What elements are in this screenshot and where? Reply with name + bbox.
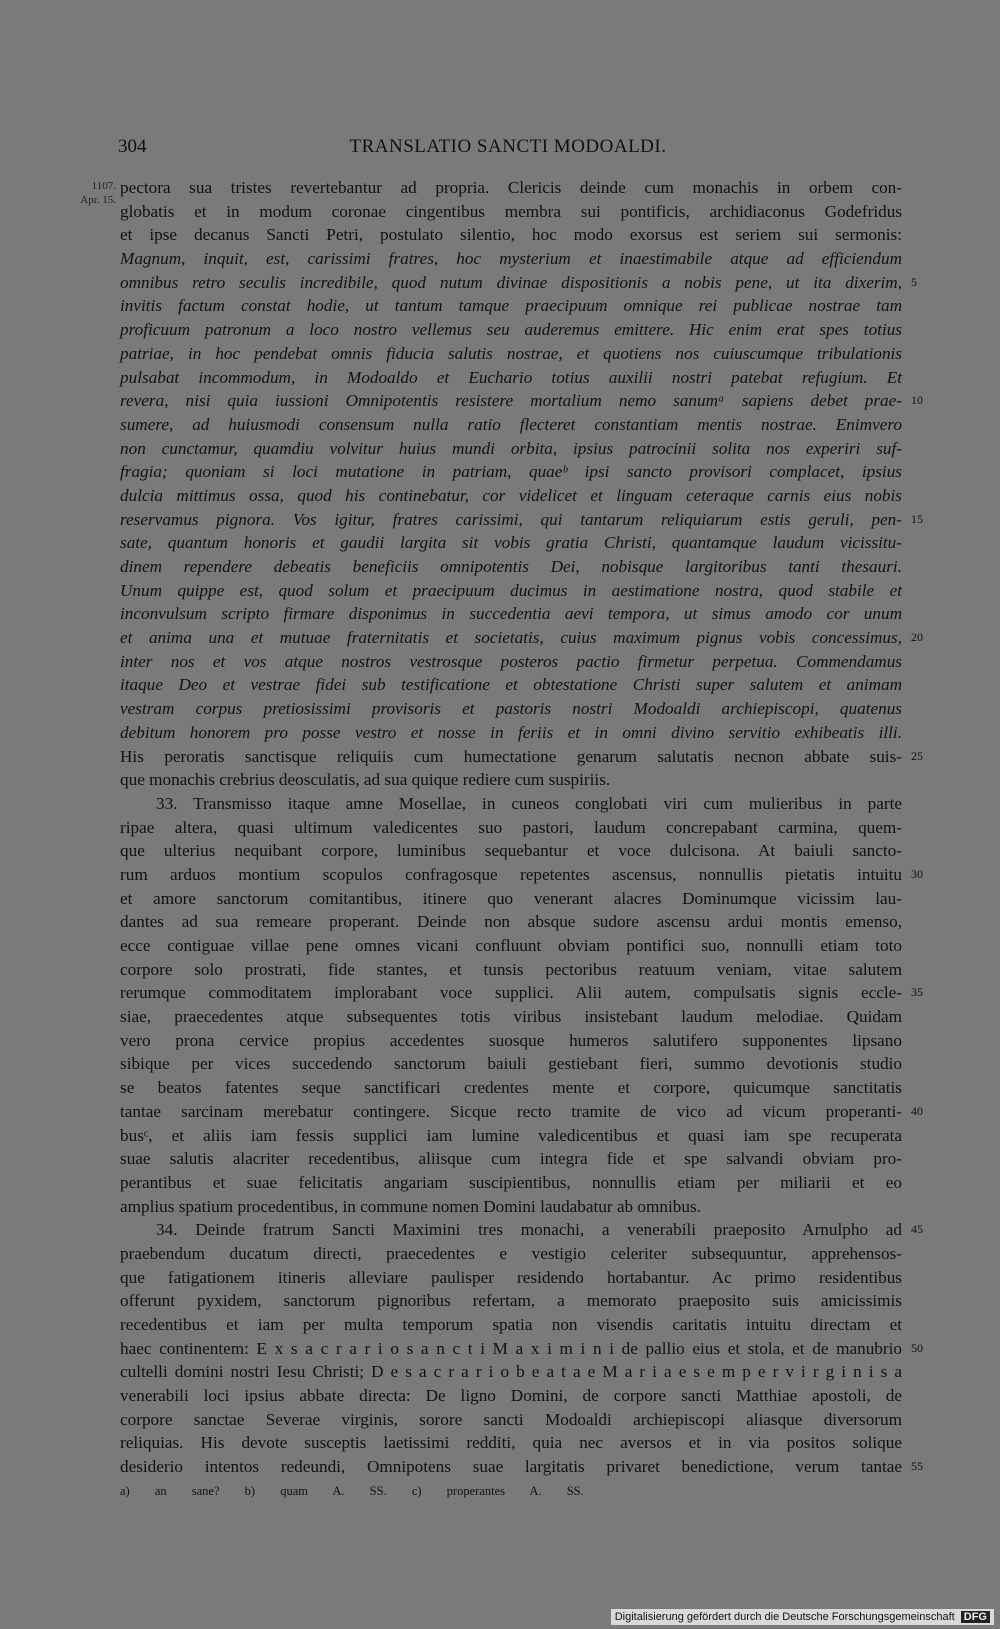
line-text: sumere, ad huiusmodi consensum nulla ratio flecteret constantiam mentis nostrae. Enimvero [120,414,902,434]
text-line [120,437,902,461]
text-line [120,887,902,911]
line-text: ripae altera, quasi ultimum valedicentes suo pastori, laudum concrepabant carmina, quem- [120,817,902,837]
text-line [120,768,902,792]
text-line [120,579,902,603]
text-line [120,1029,902,1053]
line-text: se beatos fatentes seque sanctificari credentes mente et corpore, quicumque sanctitatis [120,1078,902,1098]
text-line [120,602,902,626]
text-line [120,223,902,247]
line-text: que monachis crebrius deosculatis, ad sua quique rediere cum suspiriis. [120,770,611,790]
text-line [120,1218,923,1242]
text-line [120,1455,923,1479]
line-text: globatis et in modum coronae cingentibus membra sui pontificis, archidiaconus Godefridus [120,201,902,221]
margin-day: Apr. 15. [80,194,116,206]
line-text: vestram corpus pretiosissimi provisoris et pastoris nostri Modoaldi archiepiscopi, quatenus [120,699,902,719]
line-number: 20 [911,630,923,645]
line-text: tantae sarcinam merebatur contingere. Sicque recto tramite de vico ad vicum properanti- [120,1101,902,1121]
line-text: recedentibus et iam per multa temporum spatia non visendis caritatis intuitu directam et [120,1315,902,1334]
line-text: que fatigationem itineris alleviare paulisper residendo hortabantur. Ac primo residentibus [120,1267,902,1287]
text-line [120,342,902,366]
line-text: sate, quantum honoris et gaudii largita sit vobis gratia Christi, quantamque laudum vicissitu- [120,533,902,553]
line-text: sibique per vices succedendo sanctorum baiuli gestiebant fieri, summo devotionis studio [120,1054,902,1074]
running-title: TRANSLATIO SANCTI MODOALDI. [349,136,667,157]
text-line [120,934,902,958]
margin-year: 1107. [91,180,116,192]
line-text: 34. Deinde fratrum Sancti Maximini tres monachi, a venerabili praeposito Arnulpho ad [156,1220,902,1240]
text-line [120,1266,902,1290]
text-line [120,1100,923,1124]
footnote-a: a) an sane? [120,1484,220,1498]
line-text: pulsabat incommodum, in Modoaldo et Euchario totius auxilii nostri patebat refugium. Et [120,367,902,387]
text-line [120,1360,902,1384]
text-line [120,508,923,532]
footnotes [120,1484,820,1499]
text-line [120,1124,902,1148]
page-header [118,136,898,160]
text-line [120,697,902,721]
line-text: offerunt pyxidem, sanctorum pignoribus refertam, a memorato praeposito suis amicissimis [120,1291,902,1311]
line-text: siae, praecedentes atque subsequentes totis viribus insistebant laudum melodiae. Quidam [120,1007,902,1027]
line-number: 10 [911,393,923,408]
line-text: reliquias. His devote susceptis laetissimi redditi, quia nec aversos et in via positos solique [120,1433,902,1453]
line-text: et anima una et mutuae fraternitatis et societatis, cuius maximum pignus vobis concessimus, [120,628,902,648]
line-text: omnibus retro seculis incredibile, quod nutum divinae dispositionis a nobis pene, ut ita dixerim, [120,272,902,292]
line-text: fragia; quoniam si loci mutatione in patriam, quaeᵇ ipsi sancto provisori complacet, ipsius [120,462,902,482]
line-text: et ipse decanus Sancti Petri, postulato silentio, hoc modo exorsus est seriem sui sermonis: [120,225,902,245]
line-text: Magnum, inquit, est, carissimi fratres, hoc mysterium et inaestimabile atque ad efficiendum [120,249,902,269]
text-line [120,176,902,200]
text-line [120,863,923,887]
text-line [120,839,902,863]
line-text: pectora sua tristes revertebantur ad propria. Clericis deinde cum monachis in orbem con- [120,178,902,197]
margin-date [58,179,116,207]
line-text: revera, nisi quia iussioni Omnipotentis resistere mortalium nemo sanumᵃ sapiens debet prae- [120,391,902,411]
line-number: 40 [911,1103,923,1118]
text-line [120,958,902,982]
line-text: dinem rependere debeatis beneficiis omnipotentis Dei, nobisque largitoribus tanti thesauri. [120,557,902,576]
text-line [120,1313,902,1337]
text-line [120,1076,902,1100]
line-number: 25 [911,748,923,763]
line-text: corpore sanctae Severae virginis, sorore sancti Modoaldi archiepiscopi aliasque diversorum [120,1409,902,1429]
text-line [120,531,902,555]
line-text: suae salutis alacriter recedentibus, aliisque cum integra fide et spe salvandi obviam pro- [120,1149,902,1169]
line-text: busᶜ, et aliis iam fessis supplici iam lumine valedicentibus et quasi iam spe recuperata [120,1125,902,1145]
text-line [120,626,923,650]
text-line [120,981,923,1005]
line-text: non cunctamur, quamdiu volvitur huius mundi orbita, ipsius patrocinii solita nos experiri suf- [120,438,902,458]
line-text: proficuum patronum a loco nostro vellemus seu auderemus emittere. Hic enim erat spes totius [120,320,902,340]
line-text: perantibus et suae felicitatis angariam suscipientibus, nonnullis etiam per miliarii et eo [120,1172,902,1192]
line-number: 35 [911,985,923,1000]
text-line [120,1052,902,1076]
line-number: 30 [911,866,923,881]
line-text: itaque Deo et vestrae fidei sub testificatione et obtestatione Christi super salutem et animam [120,675,902,695]
text-line [120,389,923,413]
line-number: 5 [911,274,917,289]
line-text: inter nos et vos atque nostros vestrosque posteros pactio firmetur perpetua. Commendamus [120,651,902,671]
text-line [120,484,902,508]
text-line [120,910,902,934]
text-line [120,792,902,816]
credit-text: Digitalisierung gefördert durch die Deutsche Forschungsgemeinschaft [614,1611,955,1623]
line-text: corpore solo prostrati, fide stantes, et tunsis pectoribus reatuum veniam, vitae salutem [120,959,902,979]
page-number: 304 [118,136,147,157]
text-line [120,673,902,697]
line-text: debitum honorem pro posse vestro et nosse in feriis et in omni divino servitio exhibeatis illi. [120,722,902,742]
text-line [120,1147,902,1171]
line-text: invitis factum constat hodie, ut tantum tamque praecipuum omnique rei publicae nostrae tam [120,296,902,316]
line-number: 15 [911,511,923,526]
text-line [120,413,902,437]
line-text: dantes ad sua remeare properant. Deinde non absque sudore ascensu ardui montis emenso, [120,912,902,932]
text-line [120,294,902,318]
text-line [120,200,902,224]
line-text: haec continentem: E x s a c r a r i o s a n c t i M a x i m i n i de pallio eius et stola, et de manubrio [120,1338,902,1358]
line-text: cultelli domini nostri Iesu Christi; D e s a c r a r i o b e a t a e M a r i a e s e m p e r v i r g i n i s a [120,1362,902,1382]
text-line [120,745,923,769]
text-line [120,1408,902,1432]
line-text: His peroratis sanctisque reliquiis cum humectatione genarum salutatis necnon abbate suis- [120,746,902,766]
line-text: reservamus pignora. Vos igitur, fratres carissimi, qui tantarum reliquiarum estis geruli, pen- [120,509,902,529]
text-line [120,1289,902,1313]
text-line [120,1384,902,1408]
line-text: 33. Transmisso itaque amne Mosellae, in cuneos conglobati viri cum mulieribus in parte [156,793,902,813]
line-text: dulcia mittimus ossa, quod his continebatur, cor videlicet et linguam ceteraque carnis eius nobis [120,485,902,505]
text-line [120,1337,923,1361]
text-line [120,460,902,484]
text-line [120,721,902,745]
body-text [120,176,923,1479]
line-text: rum arduos montium scopulos confragosque repetentes ascensus, nonnullis pietatis intuitu [120,864,902,884]
line-text: ecce contiguae villae pene omnes vicani confluunt obviam pontifici suo, nonnulli etiam toto [120,936,902,955]
line-text: inconvulsum scripto firmare disponimus in succedentia aevi tempora, ut simus amodo cor unum [120,604,902,624]
line-text: vero prona cervice propius accedentes suosque humeros salutifero supponentes lipsano [120,1030,902,1050]
text-line [120,1005,902,1029]
line-text: praebendum ducatum directi, praecedentes e vestigio celeriter subsequuntur, apprehensos- [120,1243,902,1263]
line-number: 55 [911,1459,923,1474]
text-line [120,247,902,271]
dfg-logo: DFG [961,1611,990,1623]
footnote-c: c) properantes A. SS. [411,1484,584,1498]
text-line [120,816,902,840]
line-text: amplius spatium procedentibus, in commune nomen Domini laudabatur ab omnibus. [120,1196,701,1216]
line-text: patriae, in hoc pendebat omnis fiducia salutis nostrae, et quotiens nos cuiuscumque tribulationis [120,343,902,363]
text-line [120,555,902,579]
footnote-b: b) quam A. SS. [244,1484,387,1498]
line-number: 50 [911,1340,923,1355]
text-line [120,318,902,342]
line-number: 45 [911,1222,923,1237]
text-line [120,650,902,674]
line-text: et amore sanctorum comitantibus, itinere quo venerant alacres Dominumque vicissim lau- [120,888,902,908]
line-text: venerabili loci ipsius abbate directa: De ligno Domini, de corpore sancti Matthiae apostoli, de [120,1386,902,1406]
line-text: que ulterius nequibant corpore, luminibus sequebantur et voce dulcisona. At baiuli sancto- [120,841,902,861]
text-line [120,1171,902,1195]
line-text: desiderio intentos redeundi, Omnipotens suae largitatis privaret benedictione, verum tantae [120,1457,902,1477]
text-line [120,271,917,295]
line-text: rerumque commoditatem implorabant voce supplici. Alii autem, compulsatis signis eccle- [120,983,902,1003]
digitization-credit [611,1609,994,1625]
text-line [120,366,902,390]
text-line [120,1195,902,1219]
text-line [120,1431,902,1455]
line-text: Unum quippe est, quod solum et praecipuum ducimus in aestimatione nostra, quod stabile et [120,580,902,600]
text-line [120,1242,902,1266]
